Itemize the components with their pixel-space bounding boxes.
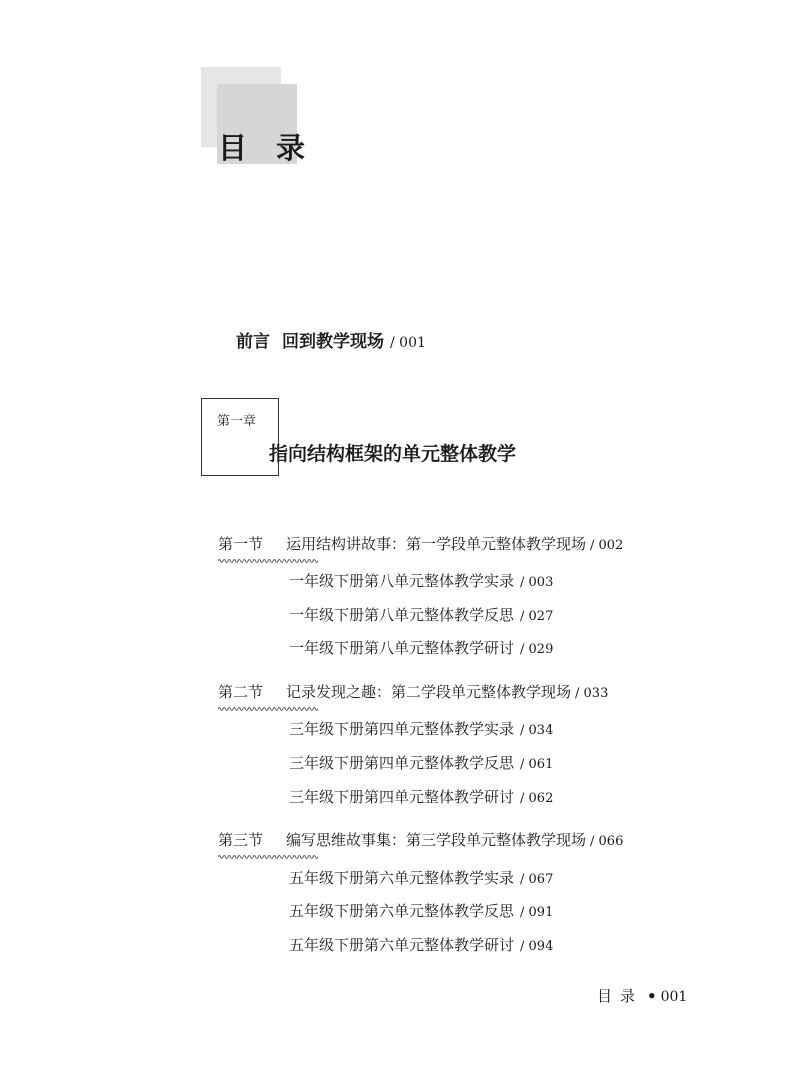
entry-title: 一年级下册第八单元整体教学反思 bbox=[289, 606, 515, 624]
section-title: 记录发现之趣：第二学段单元整体教学现场 bbox=[286, 683, 572, 701]
toc-entry[interactable] bbox=[289, 935, 553, 957]
section-heading[interactable] bbox=[218, 830, 623, 856]
preface-page: / 001 bbox=[390, 335, 426, 351]
section-heading[interactable] bbox=[218, 534, 623, 560]
entry-title: 三年级下册第四单元整体教学反思 bbox=[289, 754, 515, 772]
entry-page: / 062 bbox=[520, 791, 554, 806]
entry-title: 三年级下册第四单元整体教学实录 bbox=[289, 720, 515, 738]
chapter-title[interactable]: 指向结构框架的单元整体教学 bbox=[269, 443, 517, 465]
section-title: 编写思维故事集：第三学段单元整体教学现场 bbox=[286, 831, 587, 849]
toc-entry[interactable] bbox=[289, 868, 553, 890]
toc-entry[interactable] bbox=[289, 787, 553, 809]
footer-separator: • bbox=[647, 987, 657, 1005]
section-page: / 066 bbox=[590, 834, 624, 849]
toc-entry[interactable] bbox=[289, 605, 553, 627]
footer-page-number: 001 bbox=[660, 989, 688, 1005]
toc-entry[interactable] bbox=[289, 571, 553, 593]
entry-page: / 029 bbox=[520, 642, 554, 657]
footer-label: 目录 bbox=[597, 987, 644, 1005]
entry-page: / 067 bbox=[520, 872, 554, 887]
wavy-underline bbox=[218, 854, 318, 860]
toc-entry[interactable] bbox=[289, 638, 553, 660]
entry-page: / 034 bbox=[520, 723, 554, 738]
page-title: 目录 bbox=[218, 131, 335, 165]
chapter-label: 第一章 bbox=[217, 414, 257, 429]
toc-entry[interactable] bbox=[289, 901, 553, 923]
entry-title: 五年级下册第六单元整体教学反思 bbox=[289, 902, 515, 920]
page-footer bbox=[597, 984, 687, 1009]
section-page: / 002 bbox=[590, 538, 624, 553]
section-label: 第三节 bbox=[218, 831, 264, 849]
entry-page: / 094 bbox=[520, 939, 554, 954]
entry-title: 一年级下册第八单元整体教学研讨 bbox=[289, 639, 515, 657]
entry-title: 五年级下册第六单元整体教学研讨 bbox=[289, 936, 515, 954]
section-page: / 033 bbox=[575, 686, 609, 701]
entry-page: / 061 bbox=[520, 757, 554, 772]
toc-entry[interactable] bbox=[289, 753, 553, 775]
entry-page: / 003 bbox=[520, 575, 554, 590]
preface-entry[interactable] bbox=[236, 330, 426, 355]
entry-title: 五年级下册第六单元整体教学实录 bbox=[289, 869, 515, 887]
section-label: 第二节 bbox=[218, 683, 264, 701]
entry-page: / 027 bbox=[520, 609, 554, 624]
preface-label: 前言 bbox=[236, 332, 270, 352]
section-label: 第一节 bbox=[218, 535, 264, 553]
entry-page: / 091 bbox=[520, 905, 554, 920]
entry-title: 三年级下册第四单元整体教学研讨 bbox=[289, 788, 515, 806]
toc-entry[interactable] bbox=[289, 719, 553, 741]
preface-title: 回到教学现场 bbox=[282, 332, 384, 352]
section-heading[interactable] bbox=[218, 682, 608, 708]
entry-title: 一年级下册第八单元整体教学实录 bbox=[289, 572, 515, 590]
wavy-underline bbox=[218, 558, 318, 564]
section-title: 运用结构讲故事：第一学段单元整体教学现场 bbox=[286, 535, 587, 553]
wavy-underline bbox=[218, 706, 318, 712]
